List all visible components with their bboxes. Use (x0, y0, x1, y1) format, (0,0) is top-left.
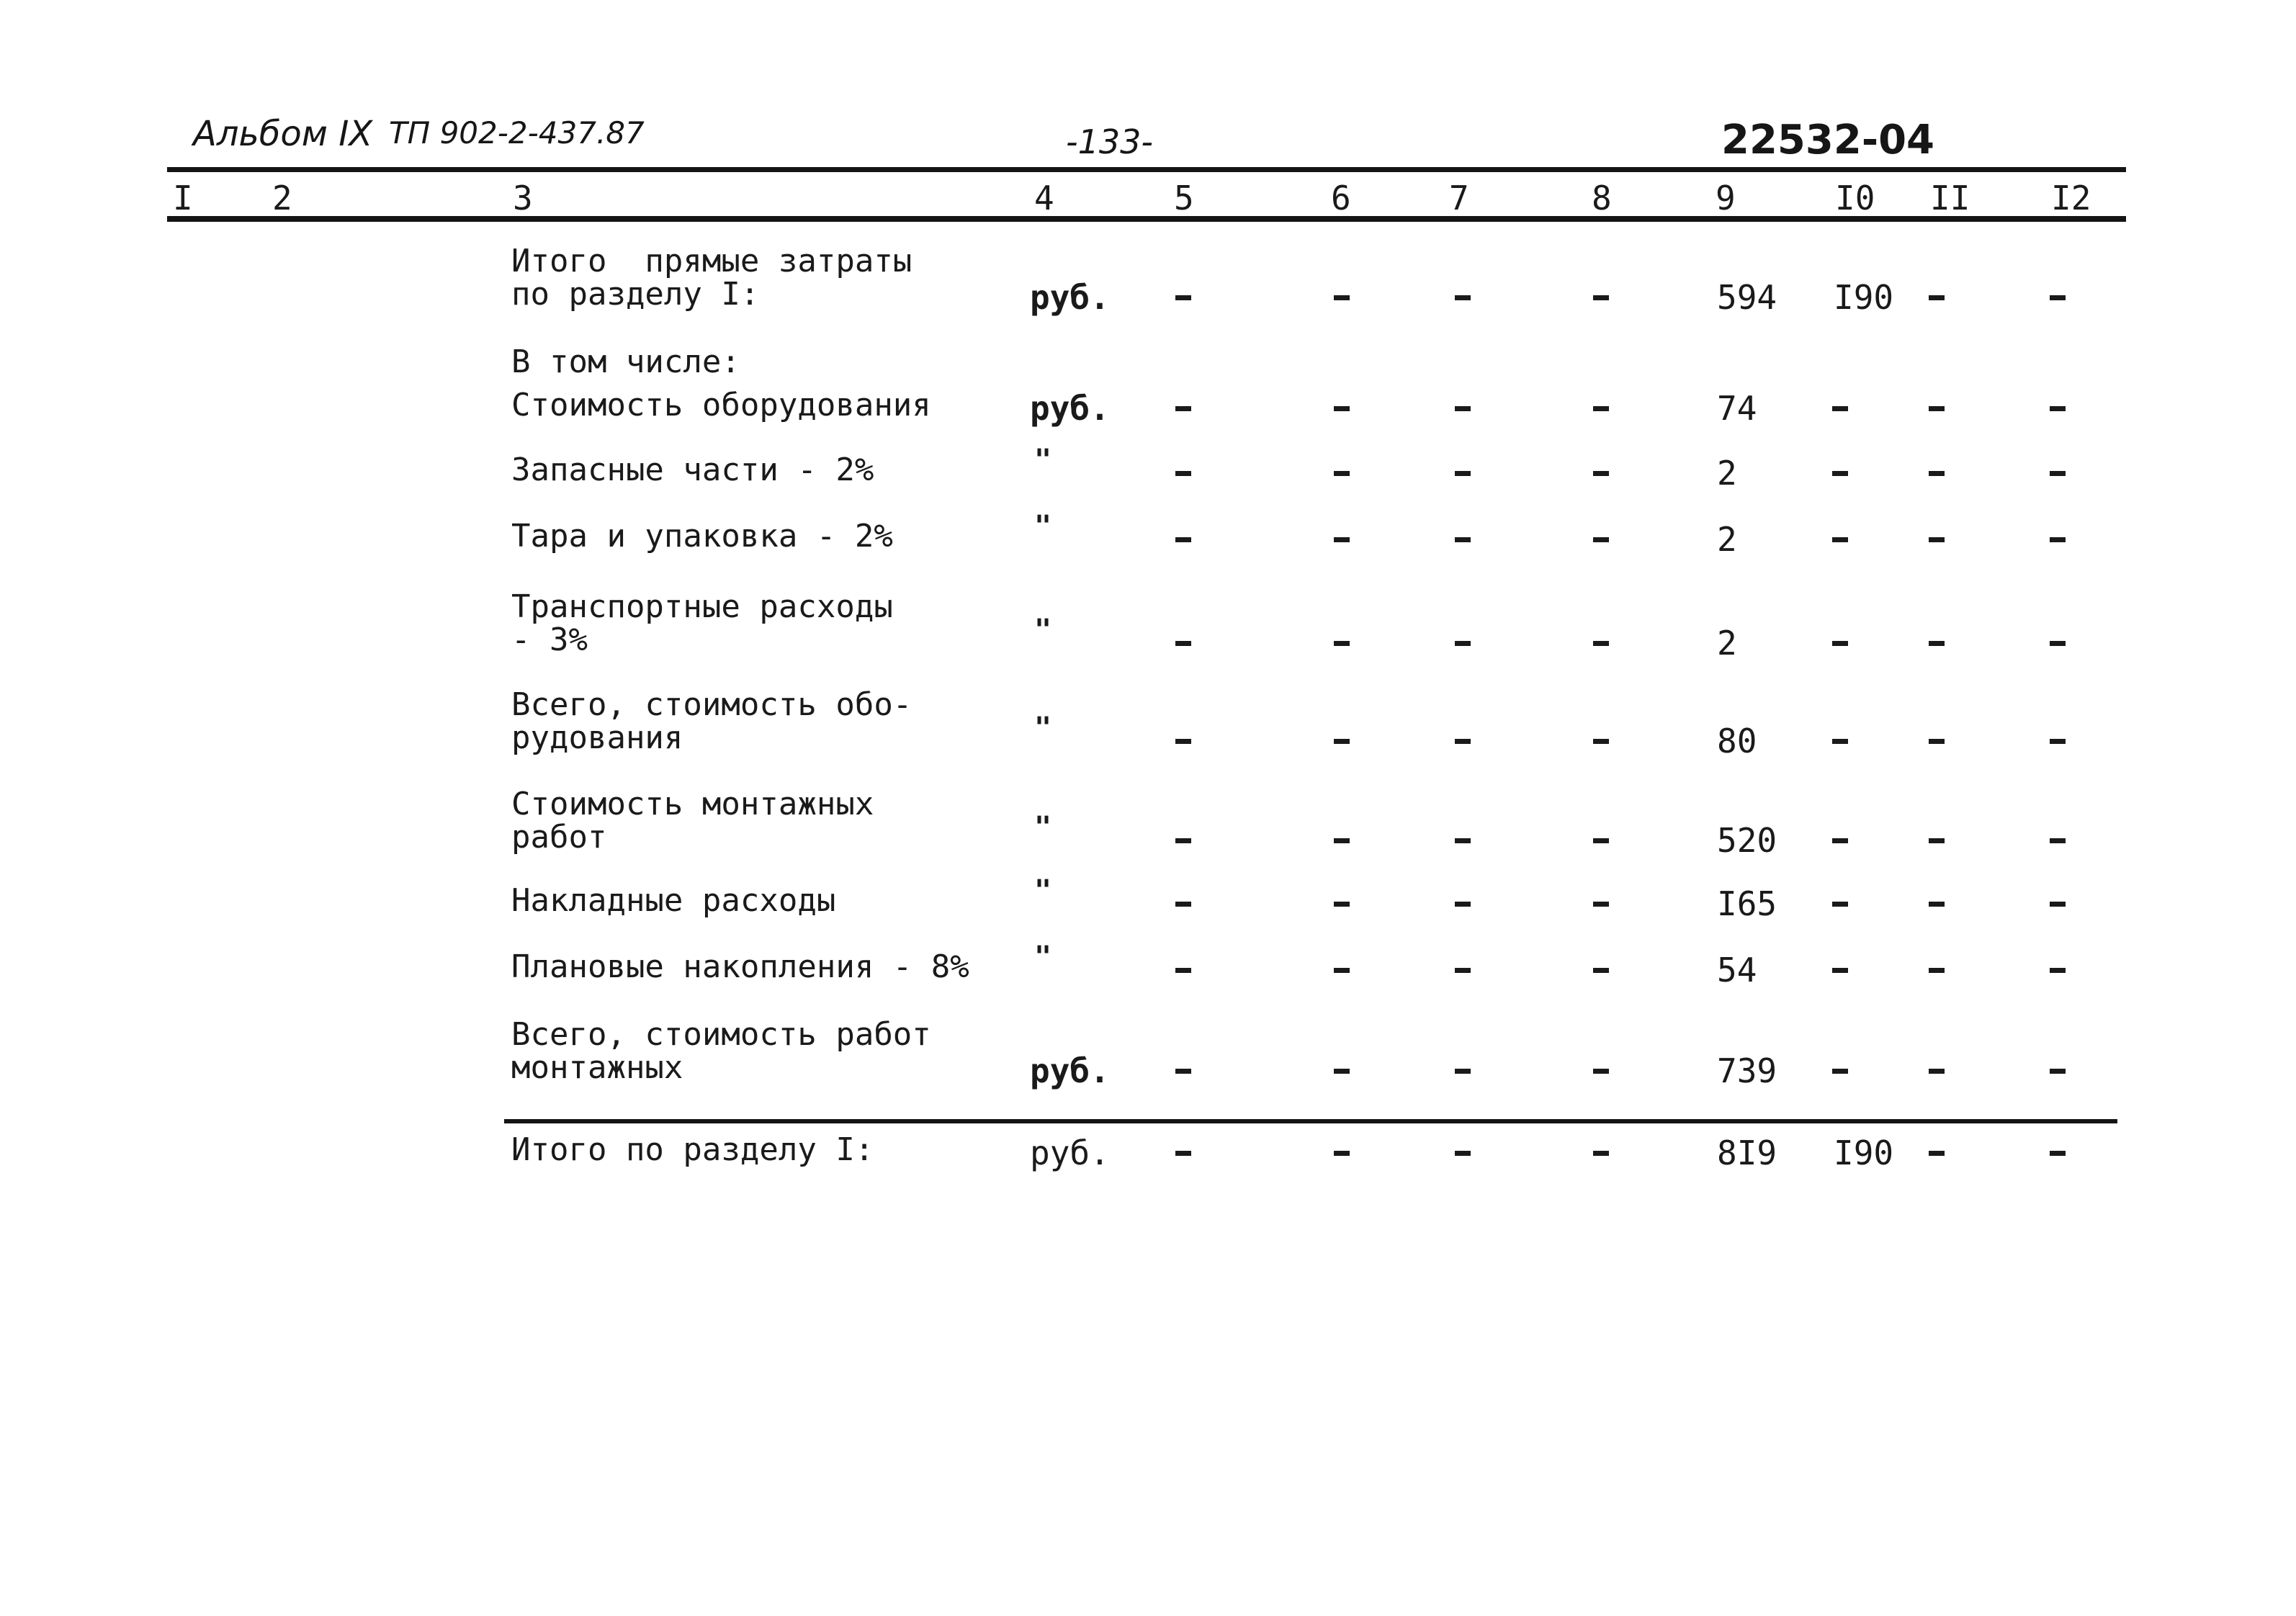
row-description: Стоимость оборудования (511, 387, 931, 423)
dash-mark (1455, 739, 1471, 744)
dash-mark (1832, 641, 1848, 646)
row-description: Всего, стоимость работ монтажных (511, 1016, 931, 1086)
dash-mark (1175, 1069, 1191, 1074)
column-number-6: 6 (1331, 179, 1351, 217)
unit-label: руб. (1030, 1051, 1110, 1090)
column-number-2: 2 (272, 179, 292, 217)
row-description: Плановые накопления - 8% (511, 948, 969, 985)
dash-mark (1334, 295, 1350, 300)
value-cell-9: 2 (1717, 454, 1737, 493)
dash-mark (1832, 1069, 1848, 1074)
dash-mark (1175, 641, 1191, 646)
dash-mark (1593, 838, 1609, 843)
unit-label: руб. (1030, 389, 1110, 428)
dash-mark (2050, 537, 2066, 542)
value-cell-9: 54 (1717, 951, 1757, 989)
column-number-1: I (173, 179, 193, 217)
dash-mark (1455, 537, 1471, 542)
dash-mark (1929, 902, 1945, 907)
column-number-12: I2 (2051, 179, 2091, 217)
row-description: Стоимость монтажных работ (511, 786, 874, 856)
total-rule (504, 1119, 2117, 1123)
dash-mark (1593, 641, 1609, 646)
album-label: Альбом IX (193, 114, 373, 154)
dash-mark (1175, 968, 1191, 973)
dash-mark (1929, 838, 1945, 843)
column-number-4: 4 (1034, 179, 1054, 217)
row-description: Транспортные расходы - 3% (511, 588, 893, 658)
row-description: Накладные расходы (511, 882, 836, 919)
dash-mark (1334, 537, 1350, 542)
dash-mark (1832, 902, 1848, 907)
dash-mark (2050, 1151, 2066, 1156)
dash-mark (1929, 641, 1945, 646)
dash-mark (2050, 406, 2066, 411)
column-number-3: 3 (513, 179, 533, 217)
dash-mark (1334, 471, 1350, 476)
value-cell-9: 74 (1717, 389, 1757, 428)
ditto-mark: " (1034, 614, 1052, 647)
dash-mark (1334, 1151, 1350, 1156)
ditto-mark: " (1034, 510, 1052, 543)
dash-mark (2050, 1069, 2066, 1074)
dash-mark (1455, 295, 1471, 300)
ditto-mark: " (1034, 444, 1052, 477)
dash-mark (1929, 739, 1945, 744)
value-cell-9: 2 (1717, 520, 1737, 559)
value-cell-10: I90 (1834, 278, 1894, 317)
dash-mark (1334, 968, 1350, 973)
column-number-8: 8 (1592, 179, 1612, 217)
dash-mark (1175, 1151, 1191, 1156)
dash-mark (1455, 641, 1471, 646)
dash-mark (1593, 902, 1609, 907)
dash-mark (1334, 641, 1350, 646)
dash-mark (1593, 1069, 1609, 1074)
dash-mark (1832, 537, 1848, 542)
dash-mark (1455, 968, 1471, 973)
unit-label: руб. (1030, 1134, 1110, 1172)
row-description: Запасные части - 2% (511, 452, 874, 488)
column-number-11: II (1930, 179, 1970, 217)
total-description: Итого по разделу I: (511, 1131, 874, 1168)
ditto-mark: " (1034, 874, 1052, 907)
dash-mark (1175, 739, 1191, 744)
dash-mark (1334, 739, 1350, 744)
top-rule (167, 167, 2126, 172)
dash-mark (1832, 838, 1848, 843)
project-code: ТП 902-2-437.87 (389, 115, 645, 151)
page-number: -133- (1066, 122, 1153, 161)
row-description: Итого прямые затраты по разделу I: (511, 243, 912, 313)
dash-mark (1929, 968, 1945, 973)
dash-mark (1593, 471, 1609, 476)
dash-mark (1593, 1151, 1609, 1156)
unit-label: руб. (1030, 278, 1110, 317)
dash-mark (1929, 1069, 1945, 1074)
dash-mark (2050, 902, 2066, 907)
dash-mark (1455, 471, 1471, 476)
ditto-mark: " (1034, 811, 1052, 844)
column-number-10: I0 (1835, 179, 1875, 217)
dash-mark (1929, 295, 1945, 300)
value-cell-9: I65 (1717, 884, 1777, 923)
dash-mark (1593, 968, 1609, 973)
dash-mark (1593, 739, 1609, 744)
column-number-5: 5 (1174, 179, 1194, 217)
row-description: В том числе: (511, 344, 740, 380)
dash-mark (1175, 902, 1191, 907)
dash-mark (2050, 295, 2066, 300)
dash-mark (1175, 406, 1191, 411)
column-number-7: 7 (1449, 179, 1469, 217)
dash-mark (1334, 902, 1350, 907)
dash-mark (1334, 406, 1350, 411)
dash-mark (1334, 838, 1350, 843)
value-cell-10: I90 (1834, 1134, 1894, 1172)
dash-mark (1455, 902, 1471, 907)
dash-mark (1929, 1151, 1945, 1156)
value-cell-9: 520 (1717, 821, 1777, 860)
dash-mark (1832, 406, 1848, 411)
ditto-mark: " (1034, 941, 1052, 974)
value-cell-9: 80 (1717, 722, 1757, 760)
dash-mark (1832, 968, 1848, 973)
dash-mark (1455, 838, 1471, 843)
dash-mark (1455, 406, 1471, 411)
dash-mark (1455, 1069, 1471, 1074)
column-number-9: 9 (1716, 179, 1736, 217)
value-cell-9: 739 (1717, 1051, 1777, 1090)
dash-mark (1929, 471, 1945, 476)
dash-mark (1832, 739, 1848, 744)
dash-mark (2050, 739, 2066, 744)
dash-mark (1334, 1069, 1350, 1074)
value-cell-9: 8I9 (1717, 1134, 1777, 1172)
dash-mark (1593, 537, 1609, 542)
dash-mark (1593, 406, 1609, 411)
dash-mark (2050, 968, 2066, 973)
dash-mark (1175, 471, 1191, 476)
dash-mark (1929, 406, 1945, 411)
header-rule (167, 216, 2126, 222)
dash-mark (2050, 838, 2066, 843)
dash-mark (2050, 641, 2066, 646)
value-cell-9: 2 (1717, 624, 1737, 663)
ditto-mark: " (1034, 712, 1052, 745)
dash-mark (1175, 838, 1191, 843)
dash-mark (2050, 471, 2066, 476)
document-number: 22532-04 (1721, 117, 1934, 163)
row-description: Всего, стоимость обо- рудования (511, 686, 912, 756)
dash-mark (1455, 1151, 1471, 1156)
dash-mark (1175, 537, 1191, 542)
dash-mark (1175, 295, 1191, 300)
row-description: Тара и упаковка - 2% (511, 518, 893, 555)
dash-mark (1593, 295, 1609, 300)
value-cell-9: 594 (1717, 278, 1777, 317)
dash-mark (1832, 471, 1848, 476)
dash-mark (1929, 537, 1945, 542)
